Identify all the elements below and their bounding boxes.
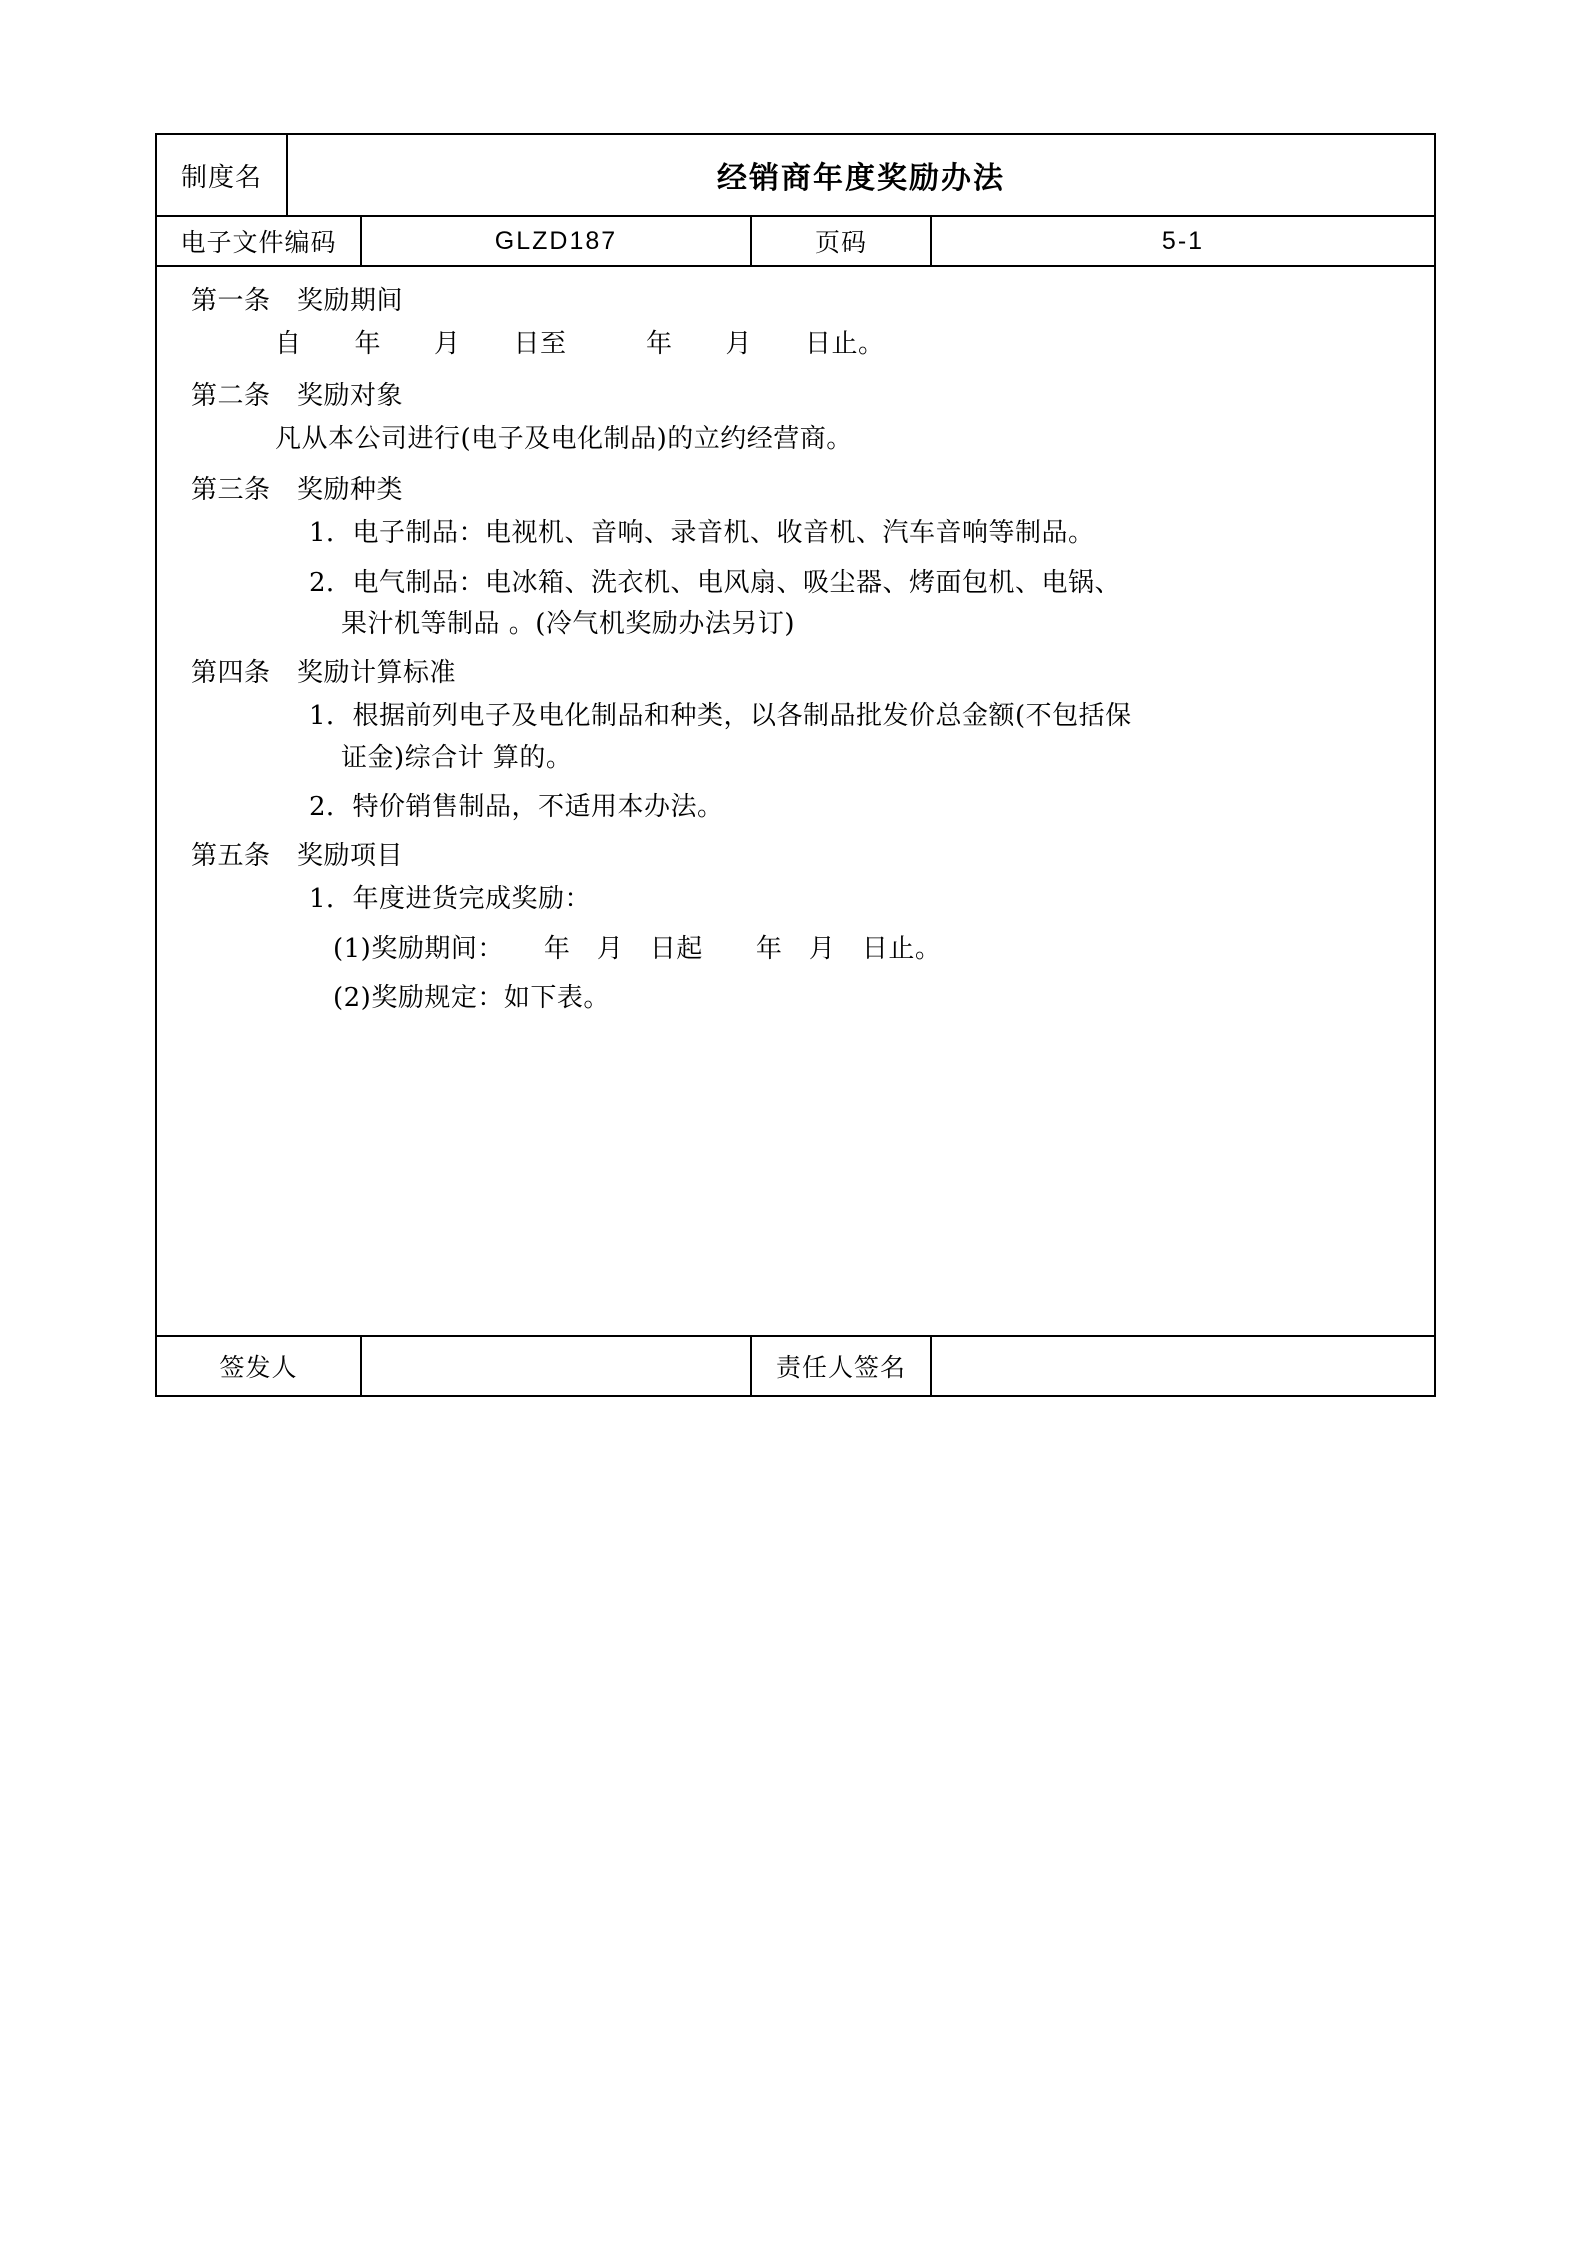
page-number-label: 页码 bbox=[814, 229, 867, 257]
header-meta-row bbox=[157, 217, 1434, 267]
page-number-value: 5-1 bbox=[1161, 226, 1205, 255]
clause-3-item-2-continuation: 果汁机等制品 。(冷气机奖励办法另订) bbox=[341, 608, 796, 639]
clause-heading-2: 第二条 奖励对象 bbox=[191, 380, 404, 411]
signature-row bbox=[157, 1337, 1434, 1395]
system-name-label: 制度名 bbox=[180, 161, 262, 192]
file-code-value: GLZD187 bbox=[494, 226, 618, 255]
file-code-label-cell bbox=[157, 217, 362, 265]
clause-heading-1: 第一条 奖励期间 bbox=[191, 286, 404, 316]
document-table bbox=[155, 133, 1436, 1397]
responsible-label-cell bbox=[752, 1337, 932, 1395]
header-title-row bbox=[157, 135, 1434, 217]
clause-heading-5: 第五条 奖励项目 bbox=[191, 841, 404, 872]
system-name-label-cell bbox=[157, 135, 288, 215]
file-code-value-cell bbox=[362, 217, 752, 265]
file-code-label: 电子文件编码 bbox=[180, 229, 337, 257]
responsible-label: 责任人签名 bbox=[775, 1354, 906, 1382]
responsible-value-cell[interactable] bbox=[932, 1337, 1434, 1395]
clause-4-item-1: 1．根据前列电子及电化制品和种类，以各制品批发价总金额(不包括保 bbox=[309, 701, 1132, 732]
issuer-value-cell[interactable] bbox=[362, 1337, 752, 1395]
clause-body-2: 凡从本公司进行(电子及电化制品)的立约经营商。 bbox=[275, 423, 853, 454]
document-body bbox=[157, 267, 1434, 1337]
clause-body-1: 自 年 月 日至 年 月 日止。 bbox=[275, 329, 885, 360]
clause-3-item-2: 2．电气制品：电冰箱、洗衣机、电风扇、吸尘器、烤面包机、电锅、 bbox=[309, 567, 1122, 598]
clause-5-subitem-1: (1)奖励期间： 年 月 日起 年 月 日止。 bbox=[333, 933, 942, 964]
document-title-cell bbox=[288, 135, 1434, 215]
clause-4-item-2: 2．特价销售制品，不适用本办法。 bbox=[309, 791, 724, 822]
page-number-label-cell bbox=[752, 217, 932, 265]
clause-4-item-1-continuation: 证金)综合计 算的。 bbox=[341, 742, 573, 773]
page-title: 经销商年度奖励办法 bbox=[717, 162, 1005, 195]
clause-heading-3: 第三条 奖励种类 bbox=[191, 475, 404, 506]
issuer-label-cell bbox=[157, 1337, 362, 1395]
clause-heading-4: 第四条 奖励计算标准 bbox=[191, 658, 457, 689]
clause-3-item-1: 1．电子制品：电视机、音响、录音机、收音机、汽车音响等制品。 bbox=[309, 518, 1095, 549]
issuer-label: 签发人 bbox=[219, 1354, 298, 1382]
clause-5-item-1: 1．年度进货完成奖励： bbox=[309, 884, 592, 915]
page-number-value-cell bbox=[932, 217, 1434, 265]
clause-5-subitem-2: (2)奖励规定：如下表。 bbox=[333, 982, 610, 1013]
